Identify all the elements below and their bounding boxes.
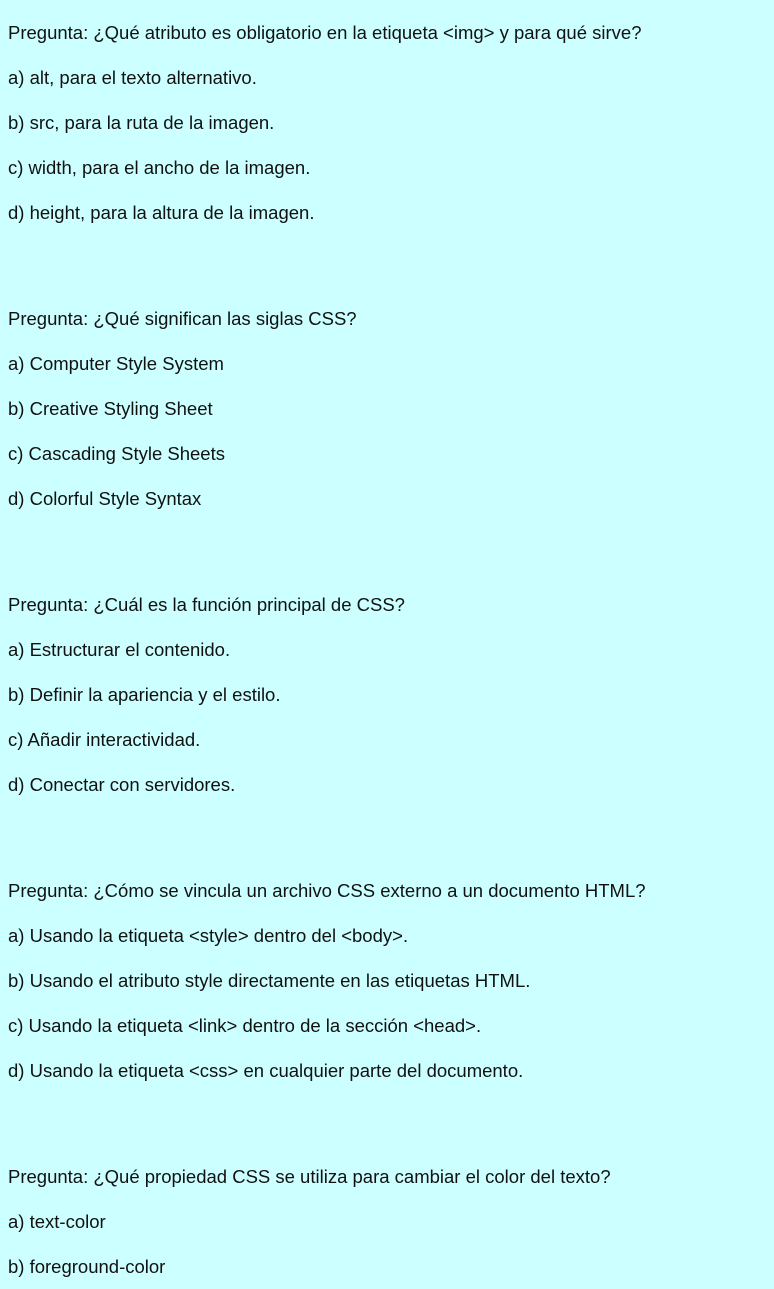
question-block: [8, 876, 774, 1086]
answer-option: a) Usando la etiqueta <style> dentro del <body>.: [8, 925, 409, 946]
answer-option: d) Usando la etiqueta <css> en cualquier parte del documento.: [8, 1060, 524, 1081]
question-block: [8, 304, 774, 514]
answer-option: b) Definir la apariencia y el estilo.: [8, 684, 281, 705]
answer-option: a) Estructurar el contenido.: [8, 639, 231, 660]
answer-option: a) text-color: [8, 1211, 106, 1232]
answer-option: d) Conectar con servidores.: [8, 774, 236, 795]
answer-option: b) Usando el atributo style directamente en las etiquetas HTML.: [8, 970, 531, 991]
answer-option: c) Añadir interactividad.: [8, 729, 201, 750]
question-text: Pregunta: ¿Qué propiedad CSS se utiliza para cambiar el color del texto?: [8, 1166, 611, 1187]
answer-option: b) foreground-color: [8, 1256, 166, 1277]
answer-option: d) height, para la altura de la imagen.: [8, 202, 315, 223]
question-text: Pregunta: ¿Cómo se vincula un archivo CSS externo a un documento HTML?: [8, 880, 646, 901]
question-block: [8, 1162, 774, 1282]
question-block: [8, 18, 774, 228]
answer-option: a) alt, para el texto alternativo.: [8, 67, 257, 88]
answer-option: c) Cascading Style Sheets: [8, 443, 225, 464]
answer-option: b) src, para la ruta de la imagen.: [8, 112, 275, 133]
answer-option: c) Usando la etiqueta <link> dentro de la sección <head>.: [8, 1015, 482, 1036]
answer-option: a) Computer Style System: [8, 353, 224, 374]
question-text: Pregunta: ¿Cuál es la función principal de CSS?: [8, 594, 405, 615]
question-text: Pregunta: ¿Qué significan las siglas CSS?: [8, 308, 357, 329]
answer-option: c) width, para el ancho de la imagen.: [8, 157, 311, 178]
answer-option: b) Creative Styling Sheet: [8, 398, 213, 419]
question-block: [8, 590, 774, 800]
answer-option: d) Colorful Style Syntax: [8, 488, 202, 509]
question-text: Pregunta: ¿Qué atributo es obligatorio en la etiqueta <img> y para qué sirve?: [8, 22, 642, 43]
